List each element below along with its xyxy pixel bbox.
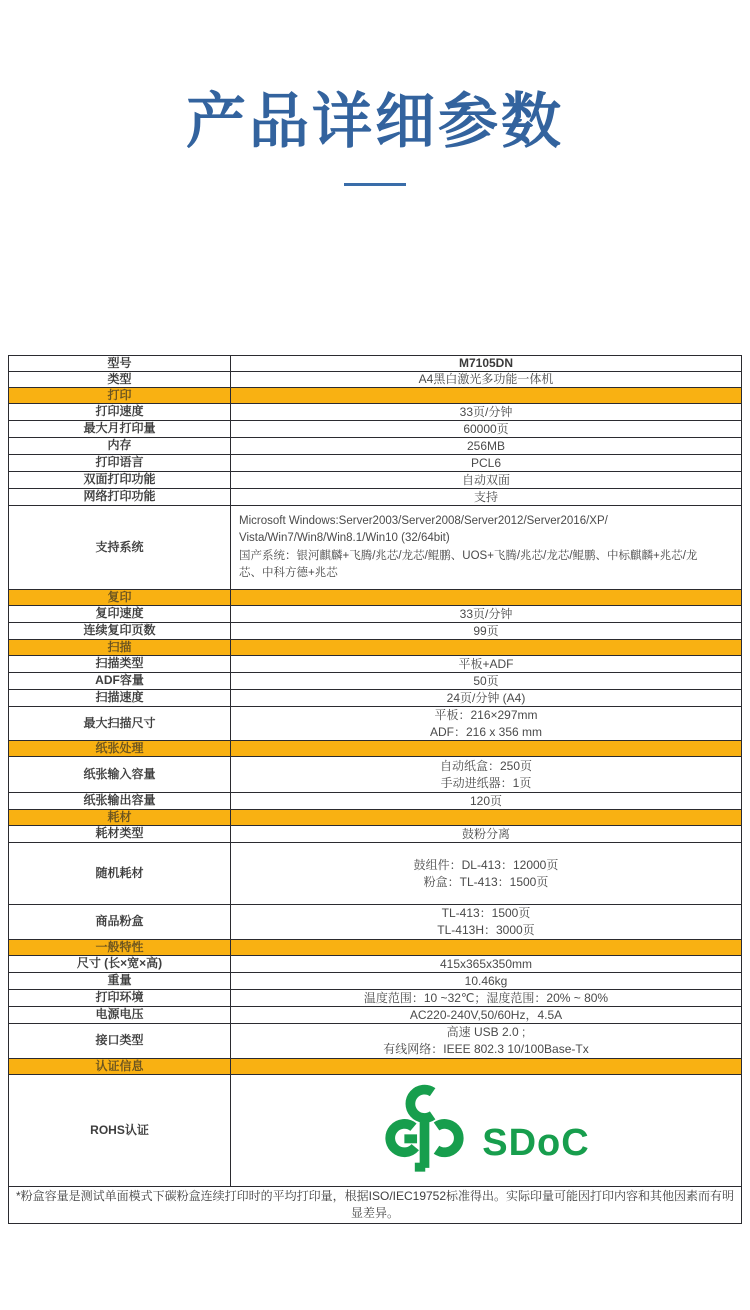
- table-row: [9, 404, 741, 421]
- spec-label: 打印环境: [9, 990, 231, 1006]
- section-header-filler: [231, 940, 741, 955]
- spec-label: 耗材类型: [9, 826, 231, 842]
- table-row: [9, 1007, 741, 1024]
- table-row: [9, 438, 741, 455]
- spec-value: 自动双面: [461, 472, 510, 487]
- spec-value-line: 鼓组件：DL-413：12000页: [413, 857, 559, 872]
- spec-value: 415x365x350mm: [439, 956, 533, 971]
- spec-value: 60000页: [463, 421, 509, 436]
- spec-value: [231, 843, 741, 904]
- spec-value-line: 自动纸盒：250页: [439, 758, 533, 773]
- section-header-label: 扫描: [9, 640, 231, 655]
- section-header-label: 纸张处理: [9, 741, 231, 756]
- section-header-label: 打印: [9, 388, 231, 403]
- spec-value: [231, 506, 741, 589]
- section-header-label: 耗材: [9, 810, 231, 825]
- spec-value: 支持: [473, 489, 498, 504]
- spec-label: 尺寸 (长×宽×高): [9, 956, 231, 972]
- spec-label: 重量: [9, 973, 231, 989]
- spec-value-line: 平板：216×297mm: [434, 707, 538, 722]
- green-product-mark-icon: [382, 1078, 470, 1184]
- table-row: [9, 843, 741, 905]
- spec-label: 商品粉盒: [9, 905, 231, 939]
- spec-value-line: ADF：216 x 356 mm: [429, 724, 543, 739]
- table-row: [9, 489, 741, 506]
- section-header-filler: [231, 1059, 741, 1074]
- spec-label: ROHS认证: [9, 1075, 231, 1186]
- spec-label: 随机耗材: [9, 843, 231, 904]
- spec-value-line: 粉盒：TL-413：1500页: [423, 874, 549, 889]
- section-row: [9, 741, 741, 757]
- spec-value: 99页: [473, 623, 499, 638]
- table-row: [9, 690, 741, 707]
- rohs-gp-sdoc-logo: [382, 1078, 589, 1184]
- spec-label: 纸张输入容量: [9, 757, 231, 792]
- table-row: [9, 757, 741, 793]
- section-row: [9, 940, 741, 956]
- spec-value: 24页/分钟 (A4): [446, 690, 526, 705]
- table-row: [9, 372, 741, 388]
- spec-value: PCL6: [470, 455, 502, 470]
- spec-value-line: 国产系统：银河麒麟+飞腾/兆芯/龙芯/鲲鹏、UOS+飞腾/兆芯/龙芯/鲲鹏、中标麒麟+兆芯/龙: [239, 549, 698, 562]
- section-row: [9, 810, 741, 826]
- spec-value: [231, 757, 741, 792]
- spec-value: 鼓粉分离: [461, 826, 510, 841]
- spec-label: 最大月打印量: [9, 421, 231, 437]
- table-row: [9, 472, 741, 489]
- table-row: [9, 1075, 741, 1187]
- spec-value: 温度范围：10 ~32℃；湿度范围：20% ~ 80%: [363, 990, 609, 1005]
- footnote-text: *粉盒容量是测试单面模式下碳粉盒连续打印时的平均打印量，根据ISO/IEC19752标准得出。实际印量可能因打印内容和其他因素而有明显差异。: [15, 1188, 735, 1220]
- section-header-label: 认证信息: [9, 1059, 231, 1074]
- spec-value-line: Vista/Win7/Win8/Win8.1/Win10 (32/64bit): [239, 532, 450, 545]
- spec-table: [8, 355, 742, 1224]
- spec-value: AC220-240V,50/60Hz，4.5A: [409, 1007, 563, 1022]
- spec-label: 接口类型: [9, 1024, 231, 1058]
- spec-label: ADF容量: [9, 673, 231, 689]
- spec-label: 网络打印功能: [9, 489, 231, 505]
- title-underline: [344, 183, 406, 186]
- spec-label: 类型: [9, 372, 231, 387]
- sdoc-logo-text: SDoC: [482, 1121, 590, 1164]
- table-row: [9, 1024, 741, 1059]
- spec-value-line: Microsoft Windows:Server2003/Server2008/Server2012/Server2016/XP/: [239, 515, 608, 527]
- rohs-logo-cell: [231, 1075, 741, 1186]
- table-row: [9, 956, 741, 973]
- spec-label: 打印速度: [9, 404, 231, 420]
- spec-label: 型号: [9, 356, 231, 371]
- spec-label: 内存: [9, 438, 231, 454]
- spec-value: 50页: [473, 673, 499, 688]
- spec-value: [231, 905, 741, 939]
- table-row: [9, 973, 741, 990]
- spec-label: 纸张输出容量: [9, 793, 231, 809]
- spec-value-line: TL-413：1500页: [441, 906, 531, 921]
- spec-label: 扫描速度: [9, 690, 231, 706]
- footnote-row: [9, 1187, 741, 1223]
- spec-label: 双面打印功能: [9, 472, 231, 488]
- table-row: [9, 826, 741, 843]
- section-header-filler: [231, 590, 741, 605]
- table-row: [9, 606, 741, 623]
- spec-value: 120页: [469, 793, 503, 808]
- spec-value-line: 芯、中科方德+兆芯: [239, 566, 338, 579]
- spec-value: 平板+ADF: [458, 656, 514, 671]
- spec-label: 扫描类型: [9, 656, 231, 672]
- section-header-filler: [231, 388, 741, 403]
- page-title: 产品详细参数: [186, 88, 564, 155]
- table-row: [9, 990, 741, 1007]
- section-row: [9, 590, 741, 606]
- table-row: [9, 905, 741, 940]
- table-row: [9, 673, 741, 690]
- section-header-label: 一般特性: [9, 940, 231, 955]
- table-row: [9, 506, 741, 590]
- section-header-filler: [231, 640, 741, 655]
- spec-value: 10.46kg: [464, 973, 508, 988]
- table-row: [9, 707, 741, 741]
- section-row: [9, 388, 741, 404]
- spec-value: M7105DN: [458, 356, 514, 371]
- spec-label: 打印语言: [9, 455, 231, 471]
- spec-value: A4黑白激光多功能一体机: [418, 372, 554, 387]
- section-header-label: 复印: [9, 590, 231, 605]
- spec-label: 支持系统: [9, 506, 231, 589]
- spec-value: 33页/分钟: [459, 606, 513, 621]
- table-row: [9, 623, 741, 640]
- spec-value: [231, 1024, 741, 1058]
- spec-value-line: TL-413H：3000页: [437, 923, 535, 937]
- section-header-filler: [231, 741, 741, 756]
- spec-label: 最大扫描尺寸: [9, 707, 231, 740]
- spec-label: 连续复印页数: [9, 623, 231, 639]
- spec-label: 电源电压: [9, 1007, 231, 1023]
- spec-value: 33页/分钟: [459, 404, 513, 419]
- table-row: [9, 793, 741, 810]
- section-header-filler: [231, 810, 741, 825]
- table-row: [9, 356, 741, 372]
- spec-value: 256MB: [466, 438, 506, 453]
- spec-value: [231, 707, 741, 740]
- spec-value-line: 有线网络：IEEE 802.3 10/100Base-Tx: [383, 1042, 589, 1056]
- table-row: [9, 656, 741, 673]
- table-row: [9, 455, 741, 472]
- spec-label: 复印速度: [9, 606, 231, 622]
- section-row: [9, 640, 741, 656]
- table-row: [9, 421, 741, 438]
- spec-value-line: 手动进纸器：1页: [440, 775, 532, 790]
- section-row: [9, 1059, 741, 1075]
- spec-value-line: 高速 USB 2.0 ;: [446, 1025, 526, 1040]
